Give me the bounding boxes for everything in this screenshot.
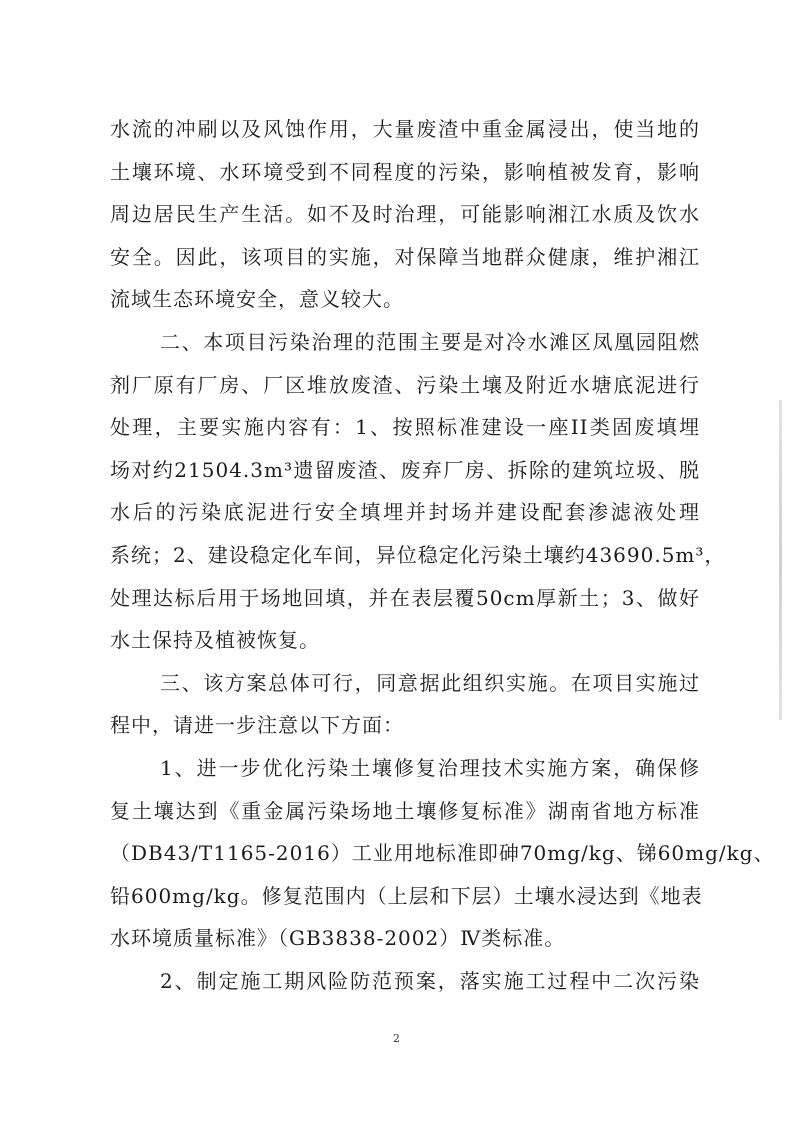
paragraph-line: 周边居民生产生活。如不及时治理，可能影响湘江水质及饮水 (110, 202, 700, 227)
paragraph-line: 铅600mg/kg。修复范围内（上层和下层）土壤水浸达到《地表 (110, 883, 703, 908)
paragraph-line: 水环境质量标准》（GB3838-2002）Ⅳ类标准。 (110, 926, 566, 951)
paragraph-line: 水土保持及植被恢复。 (110, 628, 320, 653)
body-text (110, 108, 775, 1002)
section-two-heading-line: 二、本项目污染治理的范围主要是对冷水滩区凤凰园阻燃 (160, 329, 700, 354)
paragraph-line: 系统；2、建设稳定化车间，异位稳定化污染土壤约43690.5m³， (110, 542, 726, 567)
paragraph-line: 处理，主要实施内容有：1、按照标准建设一座II类固废填埋 (110, 415, 700, 440)
section-three-heading-line: 三、该方案总体可行，同意据此组织实施。在项目实施过 (160, 670, 700, 695)
scan-edge-mark (779, 400, 782, 720)
paragraph-line: 复土壤达到《重金属污染场地土壤修复标准》湖南省地方标准 (110, 798, 700, 823)
paragraph-line: 流域生态环境安全，意义较大。 (110, 287, 404, 312)
page-number: 2 (393, 1032, 400, 1045)
paragraph-line: 安全。因此，该项目的实施，对保障当地群众健康，维护湘江 (110, 244, 700, 269)
paragraph-line: （DB43/T1165-2016）工业用地标准即砷70mg/kg、锑60mg/kg、 (110, 841, 775, 866)
paragraph-line: 水后的污染底泥进行安全填埋并封场并建设配套渗滤液处理 (110, 500, 700, 525)
paragraph-line: 场对约21504.3m³遗留废渣、废弃厂房、拆除的建筑垃圾、脱 (110, 457, 700, 482)
item-one-line: 1、进一步优化污染土壤修复治理技术实施方案，确保修 (160, 755, 700, 780)
paragraph-line: 水流的冲刷以及风蚀作用，大量废渣中重金属浸出，使当地的 (110, 117, 700, 141)
paragraph-line: 程中，请进一步注意以下方面： (110, 713, 404, 738)
paragraph-line: 剂厂原有厂房、厂区堆放废渣、污染土壤及附近水塘底泥进行 (110, 372, 700, 397)
paragraph-line: 土壤环境、水环境受到不同程度的污染，影响植被发育，影响 (110, 159, 700, 184)
paragraph-line: 处理达标后用于场地回填，并在表层覆50cm厚新土；3、做好 (110, 585, 700, 610)
item-two-line: 2、制定施工期风险防范预案，落实施工过程中二次污染 (160, 968, 700, 993)
